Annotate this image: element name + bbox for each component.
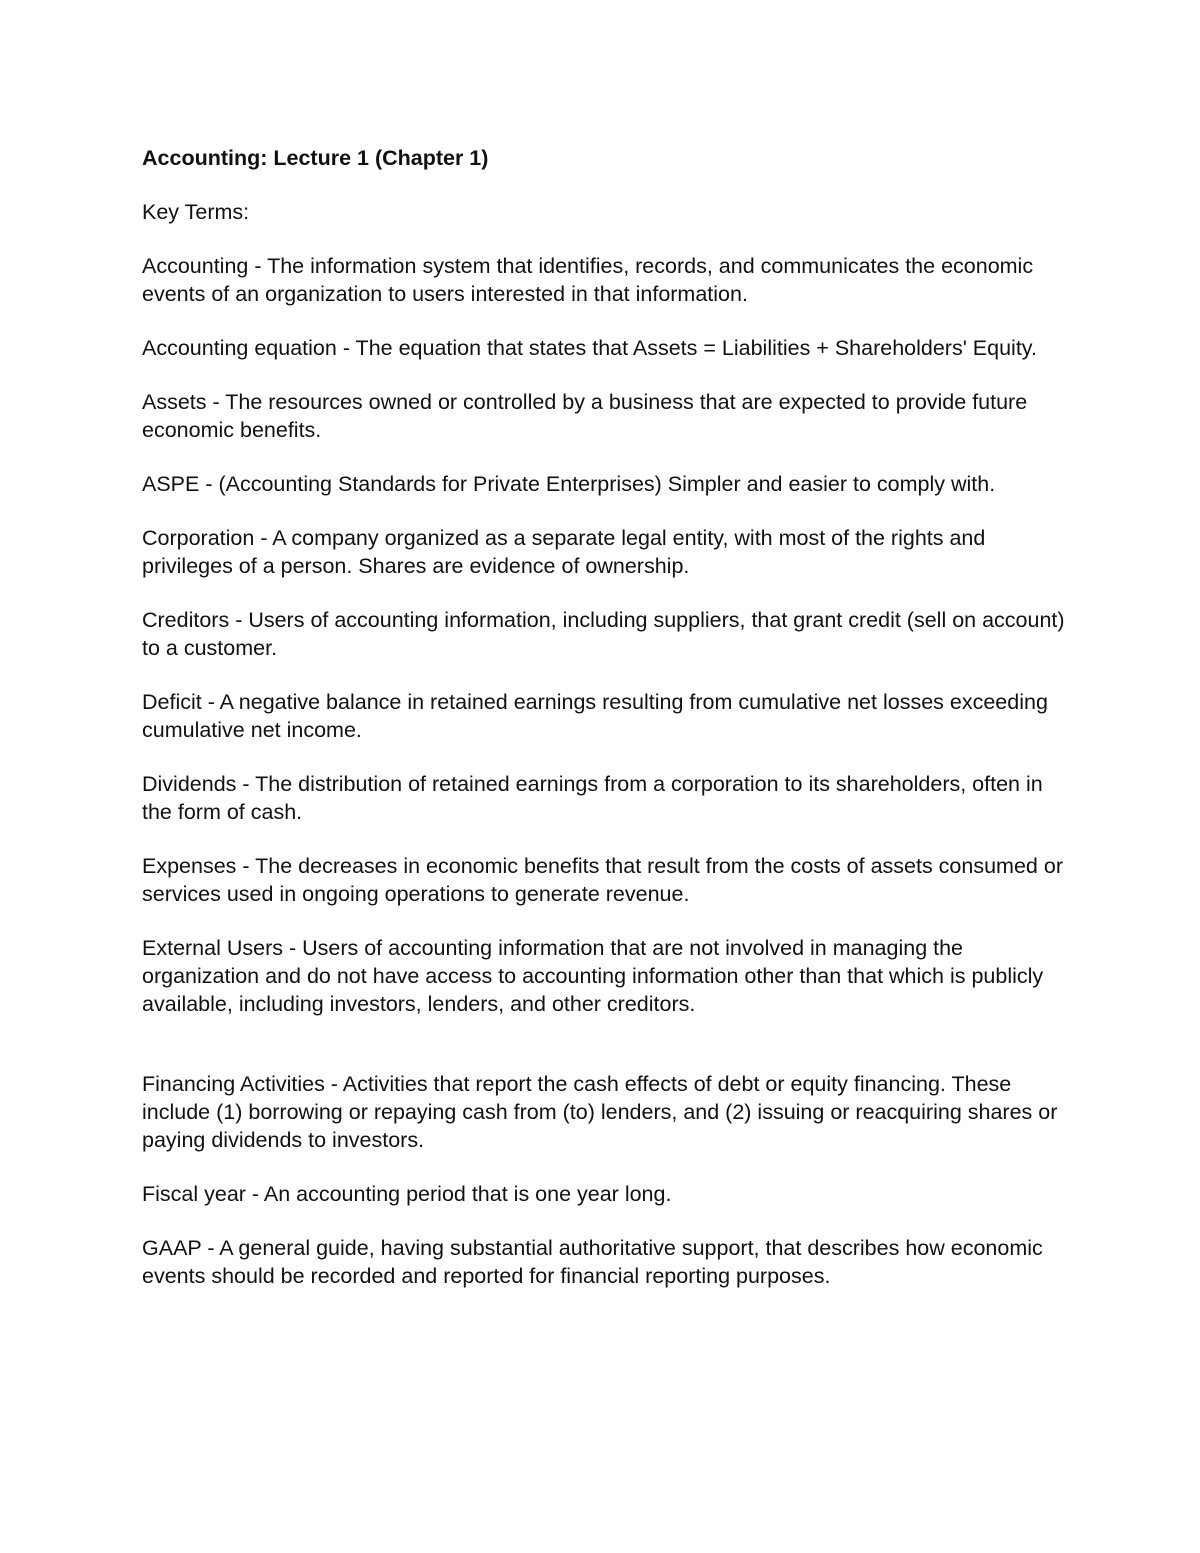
- term-creditors: Creditors - Users of accounting information, including suppliers, that grant credit (sell on account) to a customer.: [142, 608, 1065, 660]
- term-fiscal-year: Fiscal year - An accounting period that is one year long.: [142, 1182, 672, 1206]
- term-financing-activities: Financing Activities - Activities that report the cash effects of debt or equity financing. These include (1) borrowing or repaying cash from (to) lenders, and (2) issuing or reacquiring shares or paying dividends to investors.: [142, 1072, 1058, 1152]
- term-gaap: GAAP - A general guide, having substantial authoritative support, that describes how economic events should be recorded and reported for financial reporting purposes.: [142, 1236, 1043, 1288]
- term-dividends: Dividends - The distribution of retained earnings from a corporation to its shareholders, often in the form of cash.: [142, 772, 1043, 824]
- term-corporation: Corporation - A company organized as a separate legal entity, with most of the rights and privileges of a person. Shares are evidence of ownership.: [142, 526, 986, 578]
- document-title: Accounting: Lecture 1 (Chapter 1): [142, 146, 489, 170]
- term-assets: Assets - The resources owned or controlled by a business that are expected to provide future economic benefits.: [142, 390, 1028, 442]
- term-external-users: External Users - Users of accounting information that are not involved in managing the organization and do not have access to accounting information other than that which is publicly available, including investors, lenders, and other creditors.: [142, 936, 1044, 1016]
- term-accounting-equation: Accounting equation - The equation that states that Assets = Liabilities + Shareholders' Equity.: [142, 336, 1037, 360]
- key-terms-heading: Key Terms:: [142, 200, 250, 224]
- term-accounting: Accounting - The information system that identifies, records, and communicates the economic events of an organization to users interested in that information.: [142, 254, 1034, 306]
- term-expenses: Expenses - The decreases in economic benefits that result from the costs of assets consumed or services used in ongoing operations to generate revenue.: [142, 854, 1063, 906]
- term-deficit: Deficit - A negative balance in retained earnings resulting from cumulative net losses exceeding cumulative net income.: [142, 690, 1048, 742]
- term-aspe: ASPE - (Accounting Standards for Private Enterprises) Simpler and easier to comply with.: [142, 472, 996, 496]
- document-content: [142, 144, 1072, 1316]
